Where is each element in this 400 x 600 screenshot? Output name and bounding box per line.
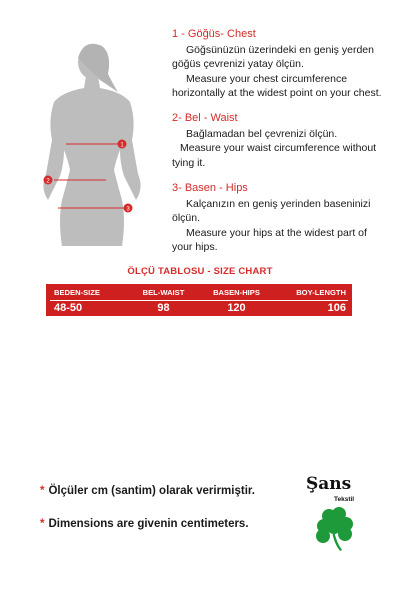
hips-instructions: Kalçanızın en geniş yerinden baseninizi ölçün. Measure your hips at the widest part of your hips. — [172, 197, 371, 254]
waist-title: 2- Bel - Waist — [172, 112, 238, 124]
cell-length: 106 — [327, 302, 346, 314]
hips-section — [172, 181, 394, 255]
table-divider — [50, 300, 348, 301]
clover-icon — [312, 504, 358, 552]
table-row — [46, 300, 352, 316]
header-length: BOY-LENGTH — [296, 287, 346, 297]
note-english: * Dimensions are givenin centimeters. — [40, 518, 249, 530]
hips-marker — [124, 204, 133, 213]
chest-instructions: Göğsünüzün üzerindeki en geniş yerden göğüs çevrenizi yatay ölçün. Measure your chest circumference horizontally at the widest point on your chest. — [172, 43, 382, 100]
brand-logo — [306, 474, 366, 554]
chest-marker — [118, 140, 127, 149]
header-waist: BEL-WAIST — [142, 287, 185, 297]
chest-section — [172, 27, 394, 101]
brand-name: Şans — [306, 474, 352, 494]
body-silhouette — [40, 40, 150, 246]
silhouette-torso — [43, 76, 140, 246]
cell-hips: 120 — [227, 302, 246, 314]
cell-waist: 98 — [157, 302, 170, 314]
chest-title: 1 - Göğüs- Chest — [172, 28, 256, 40]
hips-title: 3- Basen - Hips — [172, 182, 248, 194]
waist-section — [172, 111, 394, 170]
note-turkish: * Ölçüler cm (santim) olarak verirmiştir. — [40, 485, 255, 497]
cell-size: 48-50 — [54, 302, 83, 314]
svg-text:1: 1 — [120, 142, 124, 149]
note-star: * — [40, 518, 45, 530]
waist-instructions: Bağlamadan bel çevrenizi ölçün. Measure your waist circumference without tying it. — [172, 127, 377, 169]
svg-text:2: 2 — [46, 178, 50, 185]
size-chart-header-row — [46, 284, 352, 300]
size-chart-title: ÖLÇÜ TABLOSU - SIZE CHART — [127, 266, 273, 277]
svg-text:3: 3 — [126, 206, 130, 213]
header-size: BEDEN-SIZE — [54, 287, 100, 297]
note-star: * — [40, 485, 45, 497]
header-hips: BASEN-HIPS — [213, 287, 260, 297]
size-chart-table — [46, 284, 352, 316]
waist-marker — [44, 176, 53, 185]
brand-subtitle: Tekstil — [334, 496, 355, 503]
